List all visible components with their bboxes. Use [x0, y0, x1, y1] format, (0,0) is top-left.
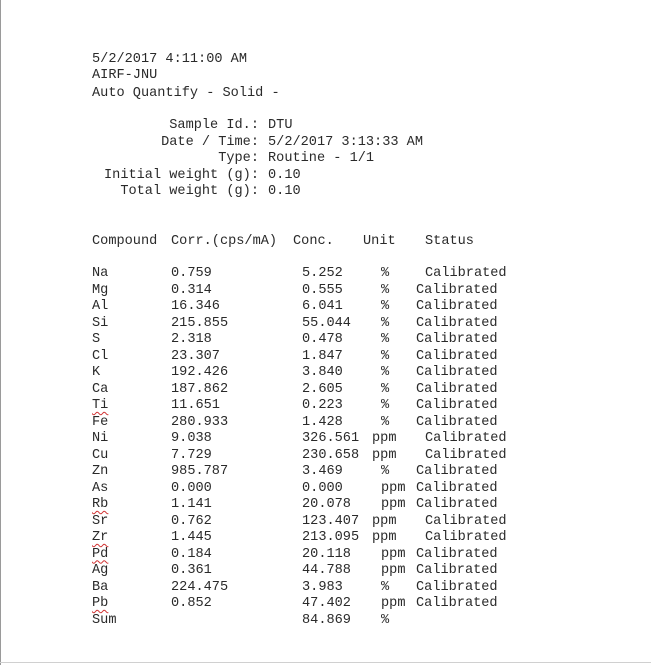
cell-unit: %: [381, 315, 390, 331]
cell-corr: 0.361: [171, 563, 212, 578]
cell-compound: Ni: [92, 431, 109, 446]
cell-status: Calibrated: [416, 398, 498, 413]
cell-unit: %: [381, 348, 390, 364]
cell-unit: ppm: [381, 480, 406, 496]
cell-status: Calibrated: [416, 282, 498, 298]
cell-corr: 985.787: [171, 464, 229, 479]
col-status: Status: [425, 234, 474, 249]
cell-compound: Zn: [92, 464, 109, 479]
cell-compound: Pd: [92, 546, 109, 562]
col-conc: Conc.: [293, 234, 334, 249]
cell-status: Calibrated: [416, 332, 498, 347]
cell-corr: 0.000: [171, 480, 212, 496]
cell-conc: 213.095: [302, 530, 360, 545]
cell-conc: 0.478: [302, 332, 343, 347]
cell-status: Calibrated: [416, 546, 498, 562]
cell-unit: ppm: [381, 497, 406, 512]
cell-unit: %: [381, 365, 390, 380]
cell-status: Calibrated: [425, 530, 507, 545]
cell-corr: 280.933: [171, 414, 229, 430]
cell-corr: 23.307: [171, 348, 220, 364]
cell-status: Calibrated: [425, 447, 507, 463]
cell-unit: %: [381, 266, 390, 281]
report-timestamp: 5/2/2017 4:11:00 AM: [92, 52, 247, 67]
cell-status: Calibrated: [416, 579, 498, 595]
cell-status: Calibrated: [425, 431, 507, 446]
cell-conc: 1.428: [302, 414, 343, 430]
cell-compound: Sum: [92, 612, 117, 628]
cell-unit: ppm: [381, 546, 406, 562]
total-weight-label: Total weight (g):: [120, 184, 259, 199]
cell-conc: 1.847: [302, 348, 343, 364]
cell-compound: S: [92, 332, 101, 347]
cell-compound: Ca: [92, 381, 109, 397]
cell-status: Calibrated: [416, 414, 498, 430]
cell-corr: 224.475: [171, 579, 229, 595]
cell-corr: 7.729: [171, 447, 212, 463]
cell-compound: As: [92, 480, 109, 496]
cell-compound: Si: [92, 315, 109, 331]
cell-corr: 192.426: [171, 365, 229, 380]
initial-weight-value: 0.10: [268, 168, 301, 183]
cell-conc: 20.078: [302, 497, 351, 512]
cell-compound: Cl: [92, 348, 109, 364]
cell-corr: 1.445: [171, 530, 212, 545]
cell-corr: 0.762: [171, 513, 212, 529]
cell-unit: %: [381, 282, 390, 298]
sample-id-value: DTU: [268, 118, 293, 133]
cell-compound: Al: [92, 299, 109, 314]
type-value: Routine - 1/1: [268, 151, 375, 166]
method-title: Auto Quantify - Solid -: [92, 86, 280, 101]
cell-conc: 3.469: [302, 464, 343, 479]
cell-compound: Mg: [92, 282, 109, 298]
cell-unit: ppm: [372, 513, 397, 529]
cell-status: Calibrated: [416, 497, 498, 512]
sample-id-label: Sample Id.:: [169, 118, 259, 133]
cell-corr: 0.759: [171, 266, 212, 281]
cell-corr: 0.852: [171, 596, 212, 611]
cell-conc: 123.407: [302, 513, 360, 529]
col-unit: Unit: [363, 234, 396, 249]
cell-compound: Ba: [92, 579, 109, 595]
cell-unit: ppm: [372, 431, 397, 446]
cell-compound: Ag: [92, 563, 109, 578]
cell-compound: Fe: [92, 414, 109, 430]
total-weight-value: 0.10: [268, 184, 301, 199]
cell-unit: ppm: [372, 447, 397, 463]
cell-conc: 6.041: [302, 299, 343, 314]
cell-unit: %: [381, 398, 390, 413]
cell-unit: %: [381, 612, 390, 628]
cell-corr: 11.651: [171, 398, 220, 413]
cell-unit: %: [381, 464, 390, 479]
cell-conc: 84.869: [302, 612, 351, 628]
initial-weight-label: Initial weight (g):: [104, 168, 259, 183]
cell-unit: %: [381, 299, 390, 314]
cell-compound: K: [92, 365, 101, 380]
cell-conc: 20.118: [302, 546, 351, 562]
cell-corr: 215.855: [171, 315, 229, 331]
col-corr: Corr.(cps/mA): [171, 234, 278, 249]
cell-compound: Pb: [92, 596, 109, 611]
cell-unit: ppm: [381, 596, 406, 611]
cell-conc: 2.605: [302, 381, 343, 397]
cell-compound: Na: [92, 266, 109, 281]
cell-compound: Cu: [92, 447, 109, 463]
cell-conc: 5.252: [302, 266, 343, 281]
cell-status: Calibrated: [416, 464, 498, 479]
cell-status: Calibrated: [416, 563, 498, 578]
cell-conc: 0.000: [302, 480, 343, 496]
cell-unit: %: [381, 414, 390, 430]
cell-status: Calibrated: [425, 266, 507, 281]
cell-unit: %: [381, 381, 390, 397]
lab-name: AIRF-JNU: [92, 68, 158, 83]
cell-corr: 0.314: [171, 282, 212, 298]
date-time-label: Date / Time:: [161, 135, 259, 150]
cell-conc: 3.840: [302, 365, 343, 380]
cell-unit: %: [381, 332, 390, 347]
cell-conc: 55.044: [302, 315, 351, 331]
cell-status: Calibrated: [416, 480, 498, 496]
cell-corr: 16.346: [171, 299, 220, 314]
cell-corr: 2.318: [171, 332, 212, 347]
cell-corr: 187.862: [171, 381, 229, 397]
cell-unit: %: [381, 579, 390, 595]
type-label: Type:: [218, 151, 259, 166]
cell-unit: ppm: [372, 530, 397, 545]
date-time-value: 5/2/2017 3:13:33 AM: [268, 135, 423, 150]
cell-conc: 0.223: [302, 398, 343, 413]
cell-status: Calibrated: [425, 513, 507, 529]
cell-status: Calibrated: [416, 348, 498, 364]
cell-status: Calibrated: [416, 299, 498, 314]
cell-compound: Sr: [92, 513, 109, 529]
cell-corr: 0.184: [171, 546, 212, 562]
cell-corr: 1.141: [171, 497, 212, 512]
cell-conc: 47.402: [302, 596, 351, 611]
cell-status: Calibrated: [416, 381, 498, 397]
cell-conc: 230.658: [302, 447, 360, 463]
cell-status: Calibrated: [416, 596, 498, 611]
cell-conc: 3.983: [302, 579, 343, 595]
cell-status: Calibrated: [416, 315, 498, 331]
col-compound: Compound: [92, 234, 158, 249]
cell-compound: Zr: [92, 530, 109, 545]
cell-conc: 44.788: [302, 563, 351, 578]
cell-conc: 0.555: [302, 282, 343, 298]
cell-corr: 9.038: [171, 431, 212, 446]
cell-unit: ppm: [381, 563, 406, 578]
cell-compound: Rb: [92, 497, 109, 512]
cell-conc: 326.561: [302, 431, 360, 446]
cell-compound: Ti: [92, 398, 109, 413]
cell-status: Calibrated: [416, 365, 498, 380]
